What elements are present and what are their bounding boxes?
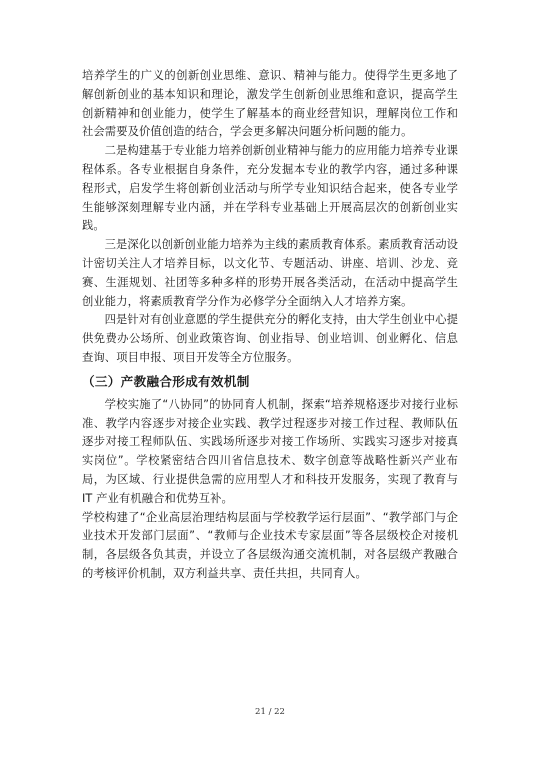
paragraph-continuation: 培养学生的广义的创新创业思维、意识、精神与能力。使得学生更多地了解创新创业的基本知识和理论，激发学生创新创业思维和意识，提高学生创新精神和创业能力，使学生了解基本的商业经营知识，理解岗位工作和社会需要及价值创造的结合，学会更多解决问题分析问题的能力。 (82, 69, 458, 139)
section-heading: （三）产教融合形成有效机制 (82, 373, 250, 389)
paragraph-school-enterprise-mechanism: 学校构建了“企业高层治理结构层面与学校教学运行层面”、“教学部门与企业技术开发部门层面”、“教师与企业技术专家层面”等各层级校企对接机制，各层级各负其责，并设立了各层级沟通交流机制，对各层级产教融合的考核评价机制，双方利益共享、责任共担，共同育人。 (82, 510, 458, 580)
paragraph-point-three: 三是深化以创新创业能力培养为主线的素质教育体系。素质教育活动设计密切关注人才培养目标，以文化节、专题活动、讲座、培训、沙龙、竞赛、生涯规划、社团等多种多样的形势开展各类活动，在活动中提高学生创业能力，将素质教育学分作为必修学分全面纳入人才培养方案。 (82, 238, 458, 308)
paragraph-eight-synergy: 学校实施了“八协同”的协同育人机制，探索“培养规格逐步对接行业标准、教学内容逐步对接企业实践、教学过程逐步对接工作过程、教师队伍逐步对接工程师队伍、实践场所逐步对接工作场所、实践实习逐步对接真实岗位”。学校紧密结合四川省信息技术、数字创意等战略性新兴产业布局，为区域、行业提供急需的应用型人才和科技开发服务，实现了教育与 IT 产业有机融合和优势互补。 (82, 397, 458, 505)
paragraph-point-four: 四是针对有创业意愿的学生提供充分的孵化支持，由大学生创业中心提供免费办公场所、创业政策咨询、创业指导、创业培训、创业孵化、信息查询、项目申报、项目开发等全方位服务。 (82, 313, 458, 364)
page-body (82, 67, 458, 584)
page-number: 21 / 22 (255, 707, 285, 717)
paragraph-point-two: 二是构建基于专业能力培养创新创业精神与能力的应用能力培养专业课程体系。各专业根据自身条件，充分发掘本专业的教学内容，通过多种课程形式，启发学生将创新创业活动与所学专业知识结合起来，使各专业学生能够深刻理解专业内涵，并在学科专业基础上开展高层次的创新创业实践。 (82, 144, 458, 233)
